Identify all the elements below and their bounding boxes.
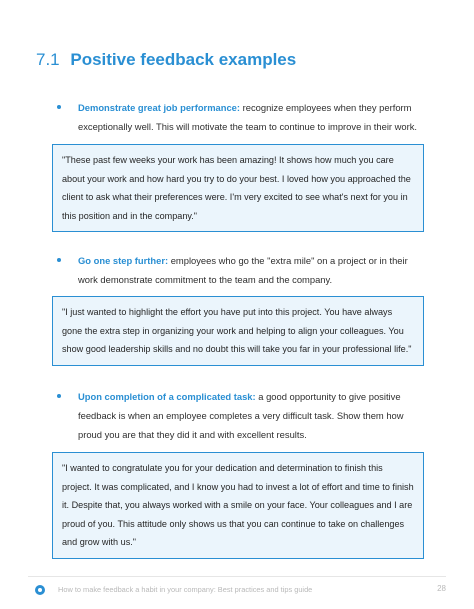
bullet-text — [78, 387, 420, 444]
footer-divider — [28, 576, 446, 577]
bullet-label: Go one step further: — [78, 255, 169, 266]
quote-box: "These past few weeks your work has been amazing! It shows how much you care about your work and how hard you try to do your best. I loved how you approached the client to ask what their preferences were. I'm very excited to see what's next for you in this position and in the company." — [52, 144, 424, 232]
section-heading: Positive feedback examples — [70, 50, 297, 69]
quote-box: "I just wanted to highlight the effort you have put into this project. You have always gone the extra step in organizing your work and helping to align your colleagues. You show good leadership skills and no doubt this will take you far in your professional life." — [52, 296, 424, 366]
footer-text: How to make feedback a habit in your company: Best practices and tips guide — [58, 585, 313, 594]
bullet-text — [78, 98, 420, 136]
bullet-text — [78, 251, 420, 289]
bullet-description: a good opportunity to give positive feedback is when an employee completes a very difficult task. Show them how proud you are that they did it and with excellent results. — [78, 391, 404, 440]
bullet-item — [60, 387, 420, 444]
bullet-dot-icon — [57, 258, 61, 262]
bullet-item — [60, 251, 420, 289]
bullet-label: Upon completion of a complicated task: — [78, 391, 256, 402]
section-title — [36, 50, 296, 70]
bullet-dot-icon — [57, 105, 61, 109]
page-number: 28 — [437, 584, 446, 593]
logo-icon — [35, 585, 45, 595]
bullet-description: recognize employees when they perform exceptionally well. This will motivate the team to continue to improve in their work. — [78, 102, 418, 132]
quote-box: "I wanted to congratulate you for your dedication and determination to finish this project. It was complicated, and I know you had to invest a lot of effort and time to finish it. Despite that, you always worked with a smile on your face. Your colleagues and I are proud of you. This attitude only shows us that you can continue to take on challenges and grow with us." — [52, 452, 424, 559]
bullet-dot-icon — [57, 394, 61, 398]
bullet-label: Demonstrate great job performance: — [78, 102, 241, 113]
bullet-description: employees who go the "extra mile" on a project or in their work demonstrate commitment to the team and the company. — [78, 255, 408, 285]
bullet-item — [60, 98, 420, 136]
section-number: 7.1 — [36, 50, 60, 69]
